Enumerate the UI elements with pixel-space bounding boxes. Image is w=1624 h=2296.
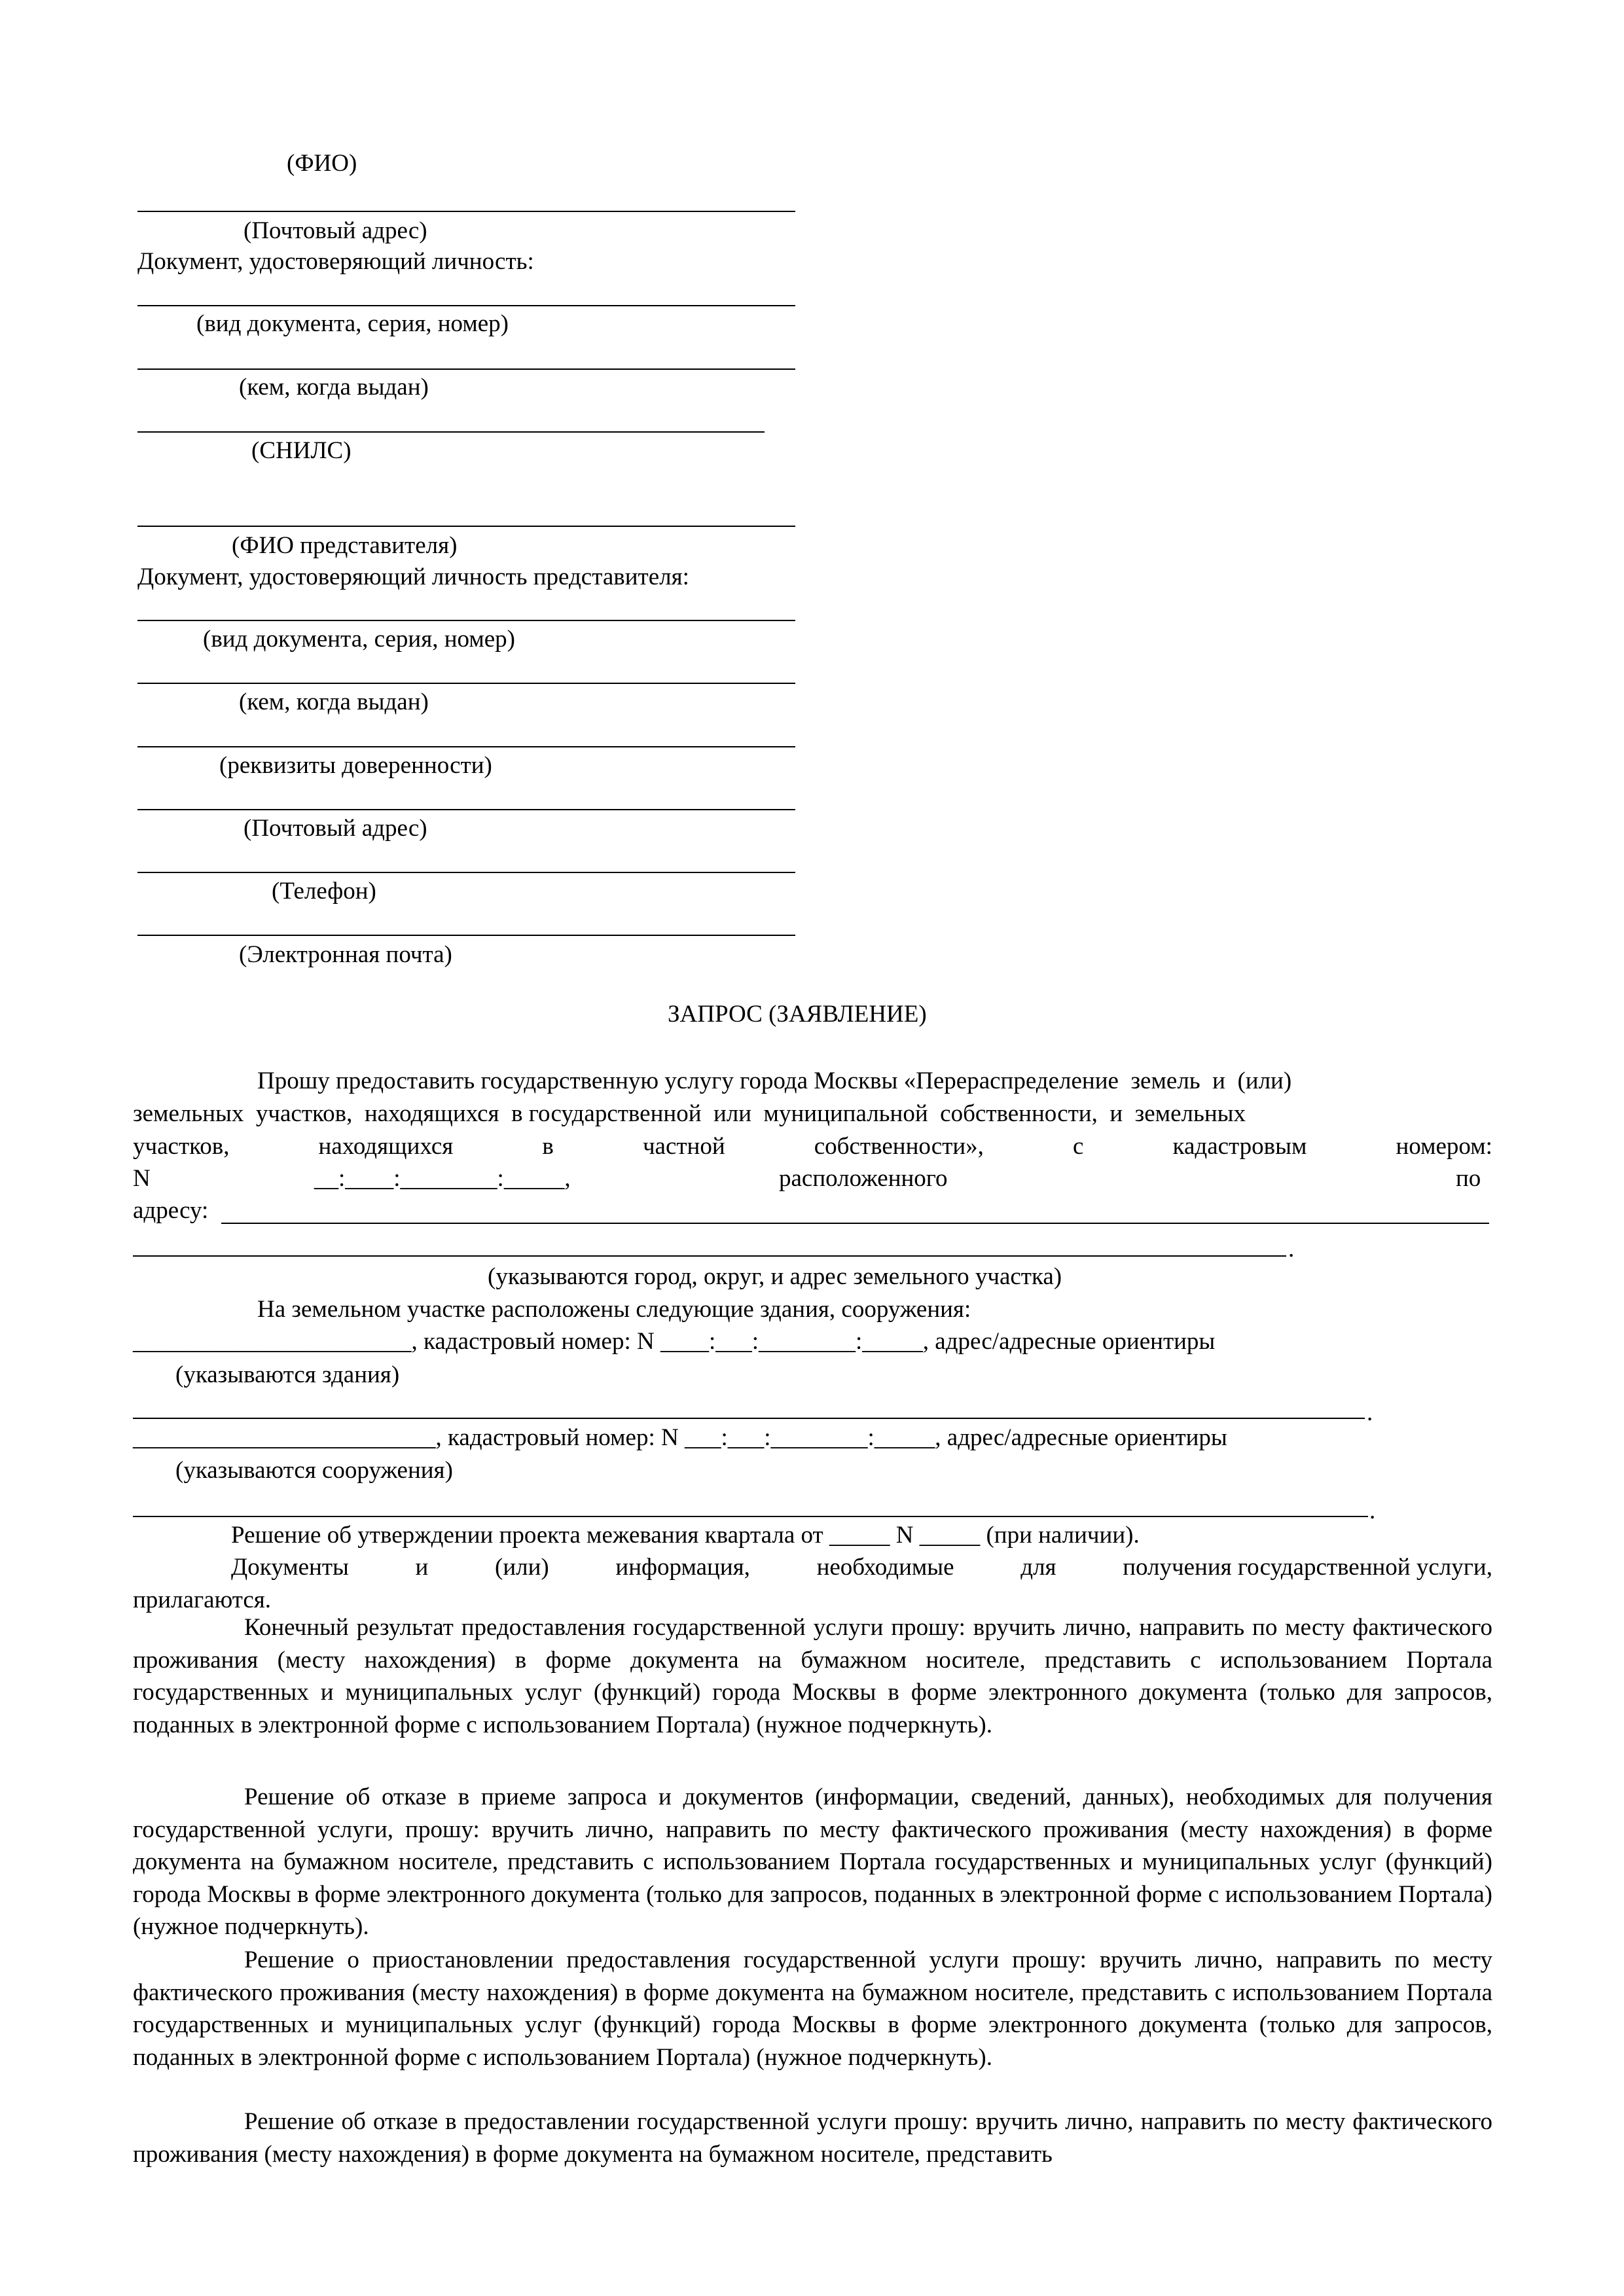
request-line-1: Прошу предоставить государственную услугу города Москвы «Перераспределение земель и (или) — [257, 1067, 1292, 1094]
request-word: кадастровым — [1172, 1133, 1307, 1160]
applicant-doc-field[interactable] — [137, 305, 795, 306]
survey-decision-line: Решение об утверждении проекта межевания квартала от _____ N _____ (при наличии). — [231, 1522, 1140, 1549]
request-word: частной — [642, 1133, 725, 1160]
address-field[interactable] — [221, 1223, 1489, 1224]
request-po-word: по — [1456, 1165, 1481, 1192]
document-title: ЗАПРОС (ЗАЯВЛЕНИЕ) — [668, 1001, 927, 1028]
request-word: номером: — [1396, 1133, 1492, 1160]
building-line[interactable]: _______________________, кадастровый номер: N ____:___:________:_____, адрес/адресные ориентиры — [133, 1328, 1216, 1355]
structure-caption: (указываются сооружения) — [175, 1457, 453, 1484]
structure-end-period: . — [1369, 1498, 1376, 1524]
representative-id-doc-heading: Документ, удостоверяющий личность представителя: — [137, 564, 689, 590]
documents-word: необходимые — [816, 1554, 954, 1581]
representative-email-field[interactable] — [137, 935, 795, 936]
buildings-heading: На земельном участке расположены следующие здания, сооружения: — [257, 1296, 971, 1323]
building-address-field[interactable] — [133, 1418, 1365, 1419]
representative-doc-field[interactable] — [137, 620, 795, 621]
request-line-3 — [133, 1134, 1492, 1158]
applicant-id-doc-heading: Документ, удостоверяющий личность: — [137, 248, 534, 275]
request-word: находящихся — [318, 1133, 454, 1160]
representative-postal-caption: (Почтовый адрес) — [244, 815, 427, 842]
documents-word: получения государственной услуги, — [1123, 1554, 1492, 1581]
documents-word: и — [415, 1554, 429, 1581]
request-word: собственности», — [814, 1133, 984, 1160]
representative-doc-caption: (вид документа, серия, номер) — [203, 626, 516, 653]
representative-phone-field[interactable] — [137, 872, 795, 873]
applicant-issued-field[interactable] — [137, 368, 795, 370]
request-located-word: расположенного — [779, 1165, 948, 1192]
address-field-continued[interactable] — [133, 1255, 1286, 1257]
applicant-snils-caption: (СНИЛС) — [251, 437, 352, 464]
structure-line[interactable]: _________________________, кадастровый номер: N ___:___:________:_____, адрес/адресные ориентиры — [133, 1424, 1227, 1451]
request-n-label: N — [133, 1165, 151, 1192]
representative-email-caption: (Электронная почта) — [239, 941, 452, 968]
applicant-postal-caption: (Почтовый адрес) — [244, 217, 427, 244]
request-line-2: земельных участков, находящихся в государственной или муниципальной собственности, и земельных — [133, 1100, 1246, 1127]
representative-phone-caption: (Телефон) — [272, 878, 376, 905]
request-word: в — [542, 1133, 554, 1160]
documents-line — [231, 1555, 1492, 1579]
request-word: участков, — [133, 1133, 230, 1160]
suspension-paragraph: Решение о приостановлении предоставления государственной услуги прошу: вручить лично, направить по месту фактического проживания (месту нахождения) в форме документа на бумажном носителе, представить с использованием Портала государственных и муниципальных услуг (функций) города Москвы в форме электронного документа (только для запросов, поданных в электронной форме с использованием Портала) (нужное подчеркнуть). — [133, 1946, 1492, 2071]
representative-postal-field[interactable] — [137, 809, 795, 810]
documents-word: для — [1020, 1554, 1056, 1581]
request-word: с — [1073, 1133, 1084, 1160]
applicant-postal-field[interactable] — [137, 211, 795, 212]
applicant-issued-caption: (кем, когда выдан) — [239, 374, 429, 401]
documents-word: (или) — [495, 1554, 549, 1581]
applicant-fio-caption: (ФИО) — [287, 150, 357, 177]
representative-power-field[interactable] — [137, 746, 795, 747]
documents-word: информация, — [615, 1554, 750, 1581]
building-caption: (указываются здания) — [175, 1361, 400, 1388]
refusal-provision-paragraph: Решение об отказе в предоставлении государственной услуги прошу: вручить лично, направить по месту фактического проживания (месту нахождения) в форме документа на бумажном носителе, представить — [133, 2108, 1492, 2168]
cadastral-number-field[interactable]: __:____:________:_____, — [314, 1165, 571, 1192]
address-label: адресу: — [133, 1197, 209, 1224]
address-caption: (указываются город, округ, и адрес земельного участка) — [488, 1263, 1062, 1290]
representative-issued-caption: (кем, когда выдан) — [239, 689, 429, 715]
documents-word: Документы — [231, 1554, 349, 1581]
applicant-doc-caption: (вид документа, серия, номер) — [196, 310, 509, 337]
refusal-acceptance-paragraph: Решение об отказе в приеме запроса и документов (информации, сведений, данных), необходимых для получения государственной услуги, прошу: вручить лично, направить по месту фактического проживания (месту нахождения) в форме документа на бумажном носителе, представить с использованием Портала государственных и муниципальных услуг (функций) города Москвы в форме электронного документа (только для запросов, поданных в электронной форме с использованием Портала) (нужное подчеркнуть). — [133, 1784, 1492, 1940]
structure-address-field[interactable] — [133, 1516, 1368, 1517]
building-end-period: . — [1367, 1399, 1373, 1426]
result-paragraph: Конечный результат предоставления государственной услуги прошу: вручить лично, направить по месту фактического проживания (месту нахождения) в форме документа на бумажном носителе, представить с использованием Портала государственных и муниципальных услуг (функций) города Москвы в форме электронного документа (только для запросов, поданных в электронной форме с использованием Портала) (нужное подчеркнуть). — [133, 1614, 1492, 1738]
documents-continuation: прилагаются. — [133, 1587, 272, 1613]
address-end-period: . — [1288, 1236, 1295, 1263]
applicant-snils-field[interactable] — [137, 431, 765, 433]
representative-power-caption: (реквизиты доверенности) — [219, 752, 492, 779]
representative-fio-field[interactable] — [137, 526, 795, 527]
representative-fio-caption: (ФИО представителя) — [232, 532, 458, 559]
representative-issued-field[interactable] — [137, 683, 795, 684]
